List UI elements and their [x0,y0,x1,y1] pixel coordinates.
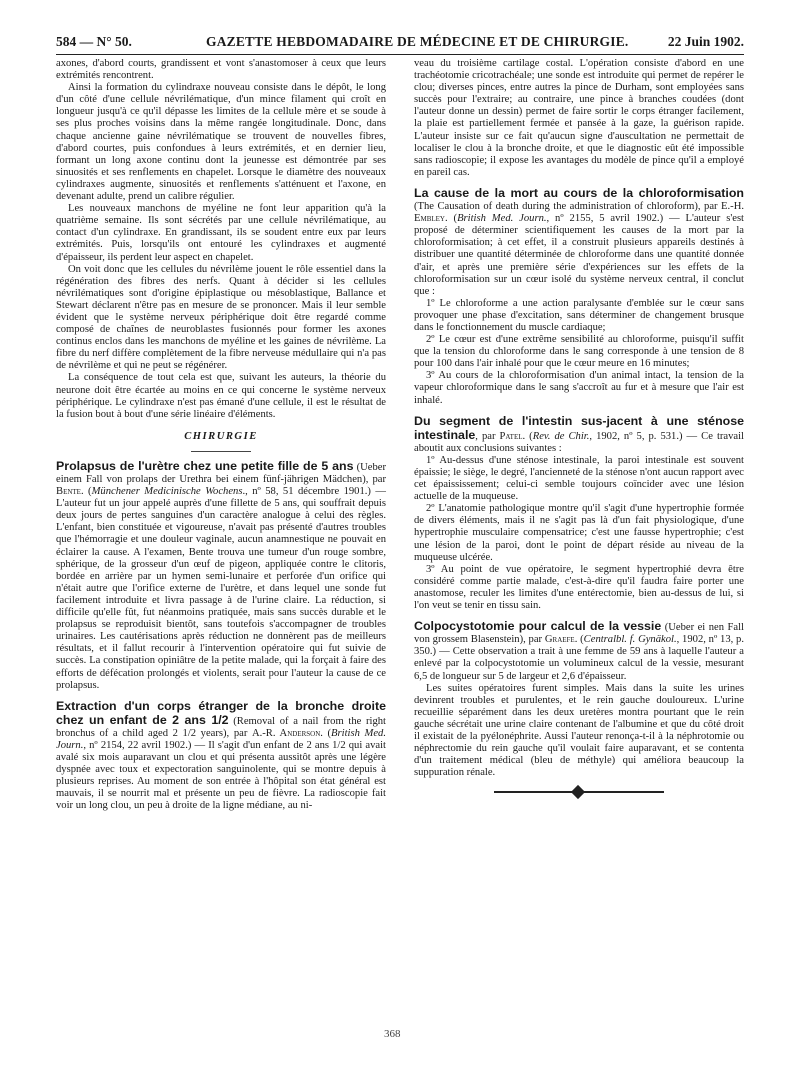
list-item: 3º Au point de vue opératoire, le segment hypertrophié devra être considéré comme partie malade, c'est-à-dire qu'il faudra faire porter une anastomose, reculer les limites d'une entérectomie, bien au-dessus de lui, si l'on veut se tenir en tissu sain. [414,563,744,612]
running-head [56,34,744,55]
article-journal: Münchener Medicinische Wochens [91,486,243,498]
end-ornament [494,787,664,797]
article-lead [414,620,744,682]
article-title: Du segment de l'intestin sus-jacent à une sténose intestinale [414,413,744,442]
article-ref-detail: , 1902, nº 5, p. 531.) — [589,430,702,442]
article-ref: (Ueber ei nen Fall von grossem Blasenstein), par [414,622,744,646]
article-title: Extraction d'un corps étranger de la bronche droite chez un enfant de 2 ans 1/2 [56,698,386,727]
article-body: Cette observation a trait à une femme de 59 ans à laquelle l'auteur a enlevé par la colpocystotomie un volumineux calcul de la vessie, mesurant 6,5 de longueur sur 5 de largeur et 2,6 d'épaisseur. [414,646,744,682]
list-item: 1º Le chloroforme a une action paralysante d'emblée sur le cœur sans provoquer une phase d'excitation, sans déterminer de changement brusque dans le fonctionnement du muscle cardiaque; [414,297,744,333]
article-author: E.-H. Embley [414,201,744,225]
article-body: L'auteur fut un jour appelé auprès d'une fillette de 5 ans, qui souffrait depuis deux jours de pertes sanguines d'un caractère analogue à celui des règles. L'enfant, bien constituée et vigoureuse, n'avait pas présenté d'autres troubles que l'hémorragie et une douleur vaginale, aucun anamnestique ne pouvait en éclairer la cause. A l'examen, Bente trouva une tumeur d'un rouge sombre, sphérique, de la grosseur d'un œuf de pigeon, appliquée contre le clitoris, bordée en arrière par un hymen semi-lunaire et perforée d'un orifice qui n'était autre que l'orifice externe de l'urètre, et dans lequel une sonde fut facilement introduite et livra passage à de l'urine claire. La réduction, si difficile qu'elle fût, fut néanmoins pratiquée, mais sans succès durable et le prolapsus se reproduisit bientôt, sans toutefois s'accompagner de troubles urinaires. Les cautérisations après réduction ne donnèrent pas de meilleurs résultats, et il fallut recourir à l'intervention opératoire qui fut suivie de succès. La constipation opiniâtre de la petite malade, qui la forçait à faire des efforts de défécation prolongés et violents, serait pour l'auteur la cause de ce prolapsus. [56,498,386,691]
article-ref-sep: . ( [80,486,92,498]
right-column [414,58,744,797]
article-lead [414,187,744,298]
article-title: La cause de la mort au cours de la chloroformisation [414,185,744,200]
article-colpocystotomy [414,620,744,779]
list-item: 3º Au cours de la chloroformisation d'un animal intact, la tension de la vapeur chloroformique dans le sang s'accroît au fur et à mesure que l'air est inhalé. [414,370,744,406]
ornament-diamond-icon [571,785,585,799]
article-ref-sep: . ( [522,430,533,442]
article-ref: , par [475,430,500,442]
article-title: Prolapsus de l'urètre chez une petite fille de 5 ans [56,458,354,473]
page-number-issue: 584 — N° 50. [56,34,132,49]
article-chloroform-death [414,187,744,407]
article-author: Graefe [544,634,575,646]
article-body: L'auteur s'est proposé de déterminer scientifiquement les causes de la mort par la chloroformisation; à cet effet, il a construit plusieurs appareils destinés à distribuer une quantité déterminée de chloroforme dans une quantité donnée d'air, et après une première série d'expériences sur les effets de la chloroformisation sur un cœur isolé du système nerveux central, il conclut que : [414,213,745,297]
section-rubric: CHIRURGIE [184,430,258,442]
page-folio: 368 [384,1028,401,1040]
article-journal: British Med. Journ. [457,213,547,225]
article-journal: Centralbl. f. Gynäkol. [583,634,677,646]
list-item: 2º L'anatomie pathologique montre qu'il s'agit d'une hypertrophie formée de divers éléments, mais il ne s'agit pas là d'un fait physiologique, d'une hypertrophie musculaire compensatrice; c'est une fausse hypertrophie; c'est une lésion de la paroi, dont le point de départ réside au niveau de la muqueuse ulcérée. [414,503,744,563]
article-body: Ce travail aboutit aux conclusions suivantes : [414,430,745,454]
article-lead [56,460,386,692]
article-ref-sep: . ( [444,213,458,225]
article-ref: (Ueber einem Fall von prolaps der Urethra bei einem fünf-jährigen Mädchen), par [56,461,386,485]
article-ref-detail: , nº 2154, 22 avril 1902.) — [83,739,209,751]
article-ref-sep: . ( [574,634,584,646]
article-ref-detail: ., nº 58, 51 décembre 1901.) — [242,486,386,498]
article-lead [414,415,744,455]
article-author: A.-R. Anderson [251,727,321,739]
paragraph: axones, d'abord courts, grandissent et vont s'anastomoser à ceux que leurs extrémités rencontrent. [56,58,386,82]
article-ref: (The Causation of death during the administration of chloroform), par [414,201,722,213]
article-urethra-prolapse [56,460,386,692]
article-author: Patel [499,430,523,442]
issue-date: 22 Juin 1902. [667,34,744,49]
paragraph: Les suites opératoires furent simples. Mais dans la suite les urines devinrent troubles et purulentes, et le rein gauche douloureux. L'urine recueillie séparément dans les deux uretères montra pourtant que le rein gauche sécrétait une urine claire contenant de l'albumine et que du côté droit il existait de la pyélonéphrite. Aussi l'auteur renonça-t-il à la néphrotomie ou néphrectomie du rein gauche qu'il voulait faire auparavant, et se contenta d'un traitement médical (bleu de méthyle) qui améliora beaucoup la suppuration rénale. [414,682,744,779]
article-author: Bente [56,486,81,498]
article-journal: Rev. de Chir. [532,430,590,442]
paragraph: La conséquence de tout cela est que, suivant les auteurs, la théorie du neurone doit être écartée au moins en ce qui concerne le système nerveux périphérique. Le cylindraxe n'est pas émané d'une cellule, il est le résultat de la fusion bout à bout d'une série linéaire d'éléments. [56,372,386,420]
left-column [56,58,386,813]
article-journal: British Med. Journ. [56,727,386,751]
journal-title: GAZETTE HEBDOMADAIRE DE MÉDECINE ET DE CHIRURGIE. [206,34,629,49]
article-bronchus-foreign-body [56,700,386,813]
article-ref-detail: , 1902, nº 13, p. 350.) — [414,634,745,658]
article-title: Colpocystotomie pour calcul de la vessie [414,619,662,634]
list-item: 1º Au-dessus d'une sténose intestinale, la paroi intestinale est souvent épaissie; le siège, le degré, l'ancienneté de la sténose n'ont aucun rapport avec cet épaississement; celui-ci semble toujours coïncider avec une lésion actuelle de la muqueuse. [414,454,744,503]
paragraph: Ainsi la formation du cylindraxe nouveau consiste dans le dépôt, le long d'un côté d'une cellule névrilématique, d'un mince filament qui croît en longueur jusqu'à ce qu'il dépasse les limites de la cellule mère et se soude à ses plus proches voisins dans la même rangée longitudinale. Donc, dans chaque ancienne gaine névrilématique se trouvent de nouvelles fibres, d'abord courtes, puis confondues à leurs extrémités, et en dernier lieu, formant un long axone continu dont la jeunesse est démontrée par ses sinuosités et ses renflements en chapelet. Lorsque le diamètre des nouveaux cylindraxes augmente, sinuosités et renflements s'atténuent et l'axone, en devenant adulte, prend un calibre régulier. [56,82,386,203]
article-ref-detail: , nº 2155, 5 avril 1902.) — [546,213,686,225]
article-lead [56,700,386,813]
article-ref-sep: . ( [320,727,332,739]
list-item: 2º Le cœur est d'une extrême sensibilité au chloroforme, puisqu'il suffit que la tension du chloroforme dans le sang corresponde à une tension de 8 pour 100 dans l'air inhalé pour que le cœur meure en 16 minutes; [414,334,744,370]
paragraph: veau du troisième cartilage costal. L'opération consiste d'abord en une trachéotomie cricotrachéale; une sonde est introduite qui permet de repérer le clou; diverses pinces, entre autres la pince de Durham, sont employées sans succès pour l'extraire; au contraire, une pince à branches coudées (dont l'auteur donne un dessin) permet de faire sortir le corps étranger facilement, la plaie est partiellement fermée et pansée à la gaze, la guérison rapide. L'auteur insiste sur ce fait qu'aucun signe d'auscultation ne permettait de localiser le clou à la bronche droite, et que le diagnostic eût été impossible sans radioscopie; il expose les avantages du modèle de pince qu'il a employé en pareil cas. [414,58,744,178]
article-intestinal-stenosis [414,415,744,613]
rubric-divider [191,451,251,452]
paragraph: Les nouveaux manchons de myéline ne font leur apparition qu'à la quatrième semaine. Ils sont sécrétés par une cellule névrilématique, au contact d'un cylindraxe. En grandissant, ils se soudent entre eux par leurs extrémités. Puis, lorsqu'ils ont entouré les cylindraxes et augmenté d'épaisseur, ils perdent leur aspect en chapelet. [56,203,386,263]
paragraph: On voit donc que les cellules du névrilème jouent le rôle essentiel dans la régénération des fibres des nerfs. Quant à décider si les cellules névrilématiques sont d'origine épiplastique ou mésoblastique, Ballance et Stewart déclarent n'être pas en mesure de se prononcer. Mais il leur semble évident que le système nerveux périphérique doit être regardé comme composé de chaînes de neuroblastes fusionnés pour former les axones continus enclos dans les manchons de myéline et les gaines de névrilème. La fibre du nerf diffère complètement de la fibre nerveuse médullaire qui n'a pas de névrilème et qui ne peut se régénérer. [56,263,386,372]
article-body: Il s'agit d'un enfant de 2 ans 1/2 qui avait avalé six mois auparavant un clou et qui présenta aussitôt après une légère dyspnée avec toux et expectoration sanguinolente, qui se montre depuis à plusieurs reprises. Au moment de son entrée à l'hôpital son état général est mauvais, il se nourrit mal et présente un peu de fièvre. La radioscopie fait voir un long clou, un peu à droite de la ligne médiane, au ni- [56,739,386,812]
article-ref: (Removal of a nail from the right bronchus of a child aged 2 1/2 years), par [56,715,386,739]
